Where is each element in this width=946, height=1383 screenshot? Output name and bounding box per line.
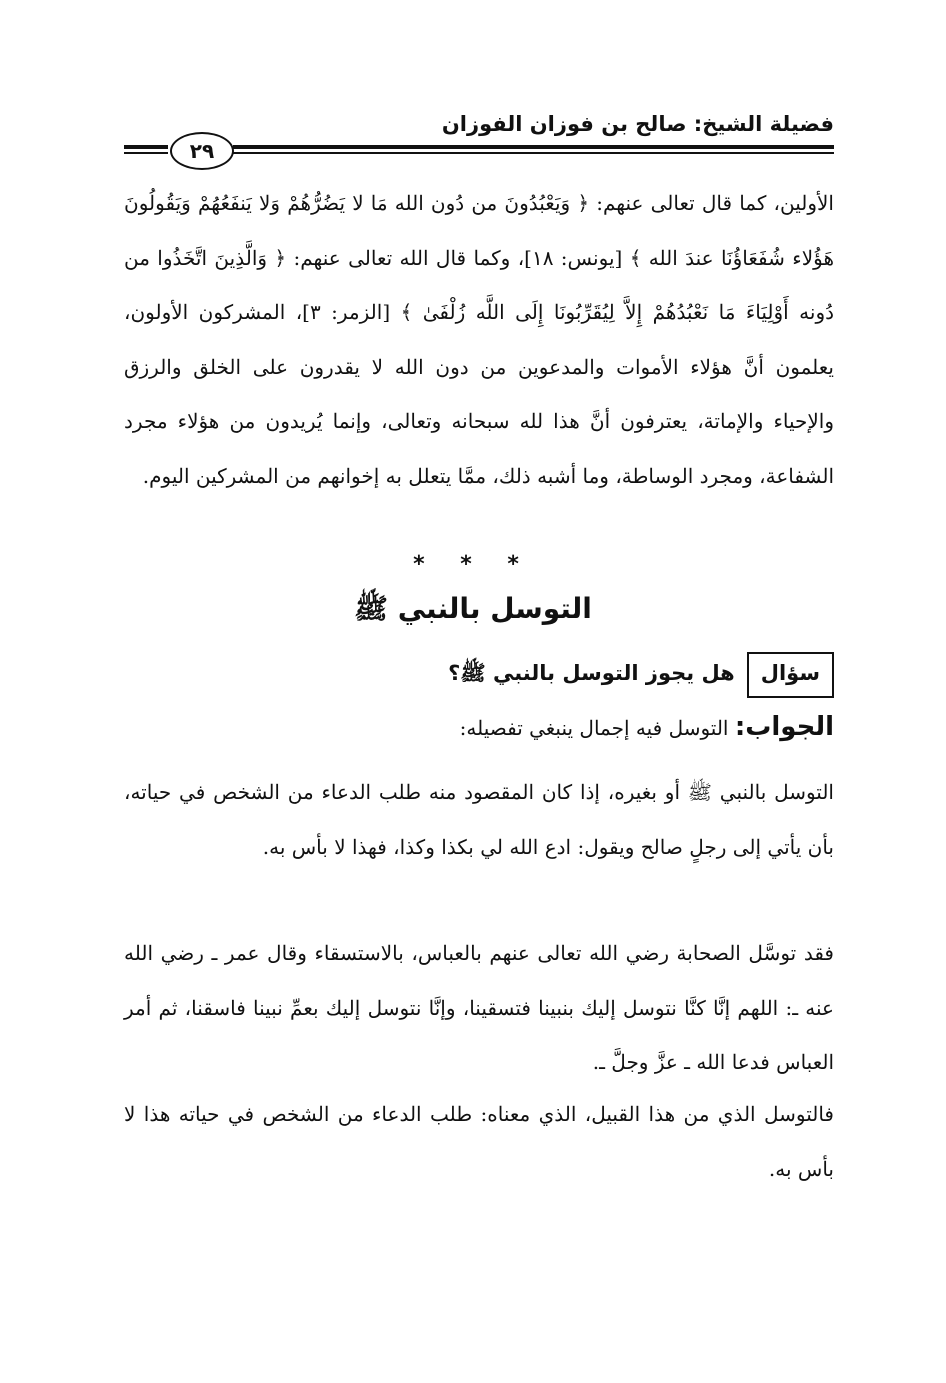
header-rule-left-thick bbox=[124, 145, 168, 149]
header-rule-left-thin bbox=[124, 152, 168, 154]
section-separator-stars: * * * bbox=[413, 552, 533, 577]
question-row bbox=[448, 652, 834, 698]
question-label-box: سؤال bbox=[747, 652, 834, 698]
answer-label: الجواب: bbox=[734, 712, 834, 742]
running-header-title: فضيلة الشيخ: صالح بن فوزان الفوزان bbox=[441, 112, 834, 136]
answer-row bbox=[460, 712, 834, 742]
paragraph-3: فقد توسَّل الصحابة رضي الله تعالى عنهم بالعباس، بالاستسقاء وقال عمر ـ رضي الله عنه ـ: اللهم إنَّا كنَّا نتوسل إليك بنبينا فتسقينا، وإنَّا نتوسل إليك بعمِّ نبينا فاسقنا، ثم أمر العباس فدعا الله ـ عزَّ وجلَّ ـ. bbox=[124, 941, 834, 1075]
header-rule-thin bbox=[233, 152, 834, 154]
paragraph-1: الأولين، كما قال تعالى عنهم: ﴿ وَيَعْبُدُونَ من دُون الله مَا لا يَضُرُّهُمْ وَلا يَنفَعُهُمْ وَيَقُولُونَ هَؤُلاء شُفَعَاؤُنَا عندَ الله ﴾ [يونس: ١٨]، وكما قال الله تعالى عنهم: ﴿ وَالَّذِينَ اتَّخَذُوا من دُونه أَوْلِيَاءَ مَا نَعْبُدُهُمْ إِلاَّ لِيُقَرِّبُونَا إِلَى اللَّه زُلْفَىٰ ﴾ [الزمر: ٣]، المشركون الأولون، يعلمون أنَّ هؤلاء الأموات والمدعوين من دون الله لا يقدرون على الخلق والرزق والإحياء والإماتة، يعترفون أنَّ هذا لله سبحانه وتعالى، وإنما يُريدون من هؤلاء مجرد الشفاعة، ومجرد الوساطة، وما أشبه ذلك، ممَّا يتعلل به إخوانهم من المشركين اليوم. bbox=[124, 191, 835, 488]
question-text: هل يجوز التوسل بالنبي ﷺ؟ bbox=[448, 660, 735, 685]
paragraph-2: التوسل بالنبي ﷺ أو بغيره، إذا كان المقصود منه طلب الدعاء من الشخص في حياته، بأن يأتي إلى رجلٍ صالح ويقول: ادع الله لي بكذا وكذا، فهذا لا بأس به. bbox=[124, 780, 834, 859]
section-title: التوسل بالنبي ﷺ bbox=[354, 592, 592, 625]
answer-intro: التوسل فيه إجمال ينبغي تفصيله: bbox=[459, 716, 735, 740]
header-rule-thick bbox=[233, 145, 834, 149]
paragraph-4: فالتوسل الذي من هذا القبيل، الذي معناه: طلب الدعاء من الشخص في حياته هذا لا بأس به. bbox=[124, 1102, 834, 1181]
page-number: ٢٩ bbox=[170, 132, 234, 170]
